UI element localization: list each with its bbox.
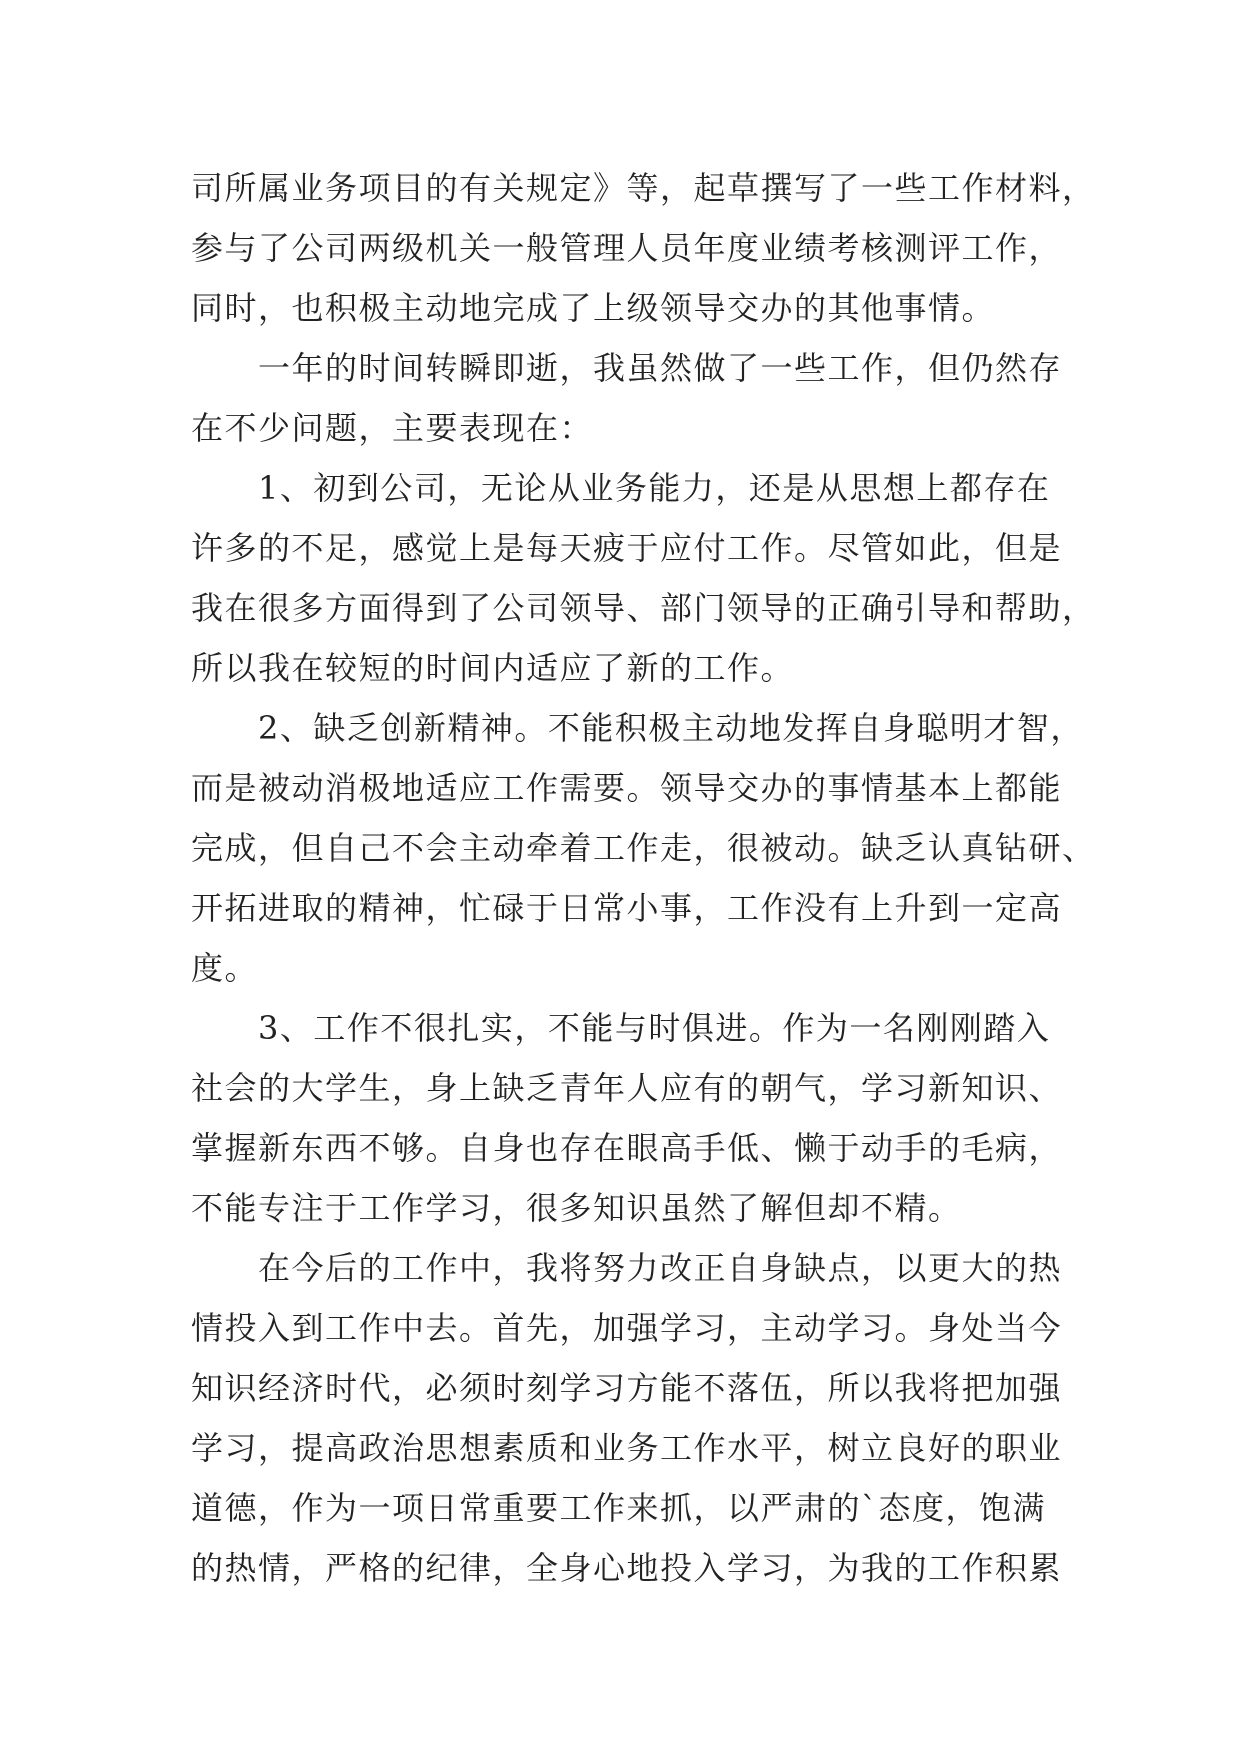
text-line: 同时，也积极主动地完成了上级领导交办的其他事情。 xyxy=(191,289,996,327)
text-line: 社会的大学生，身上缺乏青年人应有的朝气，学习新知识、 xyxy=(191,1069,1063,1107)
text-line: 许多的不足，感觉上是每天疲于应付工作。尽管如此，但是 xyxy=(191,529,1063,567)
text-line: 度。 xyxy=(191,949,259,987)
text-line: 掌握新东西不够。自身也存在眼高手低、懒于动手的毛病， xyxy=(191,1129,1063,1167)
text-line: 知识经济时代，必须时刻学习方能不落伍，所以我将把加强 xyxy=(191,1369,1063,1407)
text-line: 而是被动消极地适应工作需要。领导交办的事情基本上都能 xyxy=(191,769,1063,807)
text-line: 开拓进取的精神，忙碌于日常小事，工作没有上升到一定高 xyxy=(191,889,1063,927)
paragraph-first-line: 一年的时间转瞬即逝，我虽然做了一些工作，但仍然存 xyxy=(258,349,1063,387)
paragraph-first-line: 3、工作不很扎实，不能与时俱进。作为一名刚刚踏入 xyxy=(258,1009,1051,1047)
text-line: 道德，作为一项日常重要工作来抓，以严肃的`态度，饱满 xyxy=(191,1489,1047,1527)
text-line: 的热情，严格的纪律，全身心地投入学习，为我的工作积累 xyxy=(191,1549,1063,1587)
paragraph-first-line: 2、缺乏创新精神。不能积极主动地发挥自身聪明才智， xyxy=(258,709,1084,747)
text-line: 我在很多方面得到了公司领导、部门领导的正确引导和帮助， xyxy=(191,589,1096,627)
text-line: 在不少问题，主要表现在： xyxy=(191,409,594,447)
document-body xyxy=(191,158,1096,1598)
paragraph-first-line: 1、初到公司，无论从业务能力，还是从思想上都存在 xyxy=(258,469,1051,507)
text-line: 司所属业务项目的有关规定》等，起草撰写了一些工作材料， xyxy=(191,169,1096,207)
text-line: 完成，但自己不会主动牵着工作走，很被动。缺乏认真钻研、 xyxy=(191,829,1096,867)
text-line: 学习，提高政治思想素质和业务工作水平，树立良好的职业 xyxy=(191,1429,1063,1467)
text-line: 不能专注于工作学习，很多知识虽然了解但却不精。 xyxy=(191,1189,962,1227)
text-line: 参与了公司两级机关一般管理人员年度业绩考核测评工作， xyxy=(191,229,1063,267)
text-line: 情投入到工作中去。首先，加强学习，主动学习。身处当今 xyxy=(191,1309,1063,1347)
text-line: 所以我在较短的时间内适应了新的工作。 xyxy=(191,649,795,687)
paragraph-first-line: 在今后的工作中，我将努力改正自身缺点，以更大的热 xyxy=(258,1249,1063,1287)
